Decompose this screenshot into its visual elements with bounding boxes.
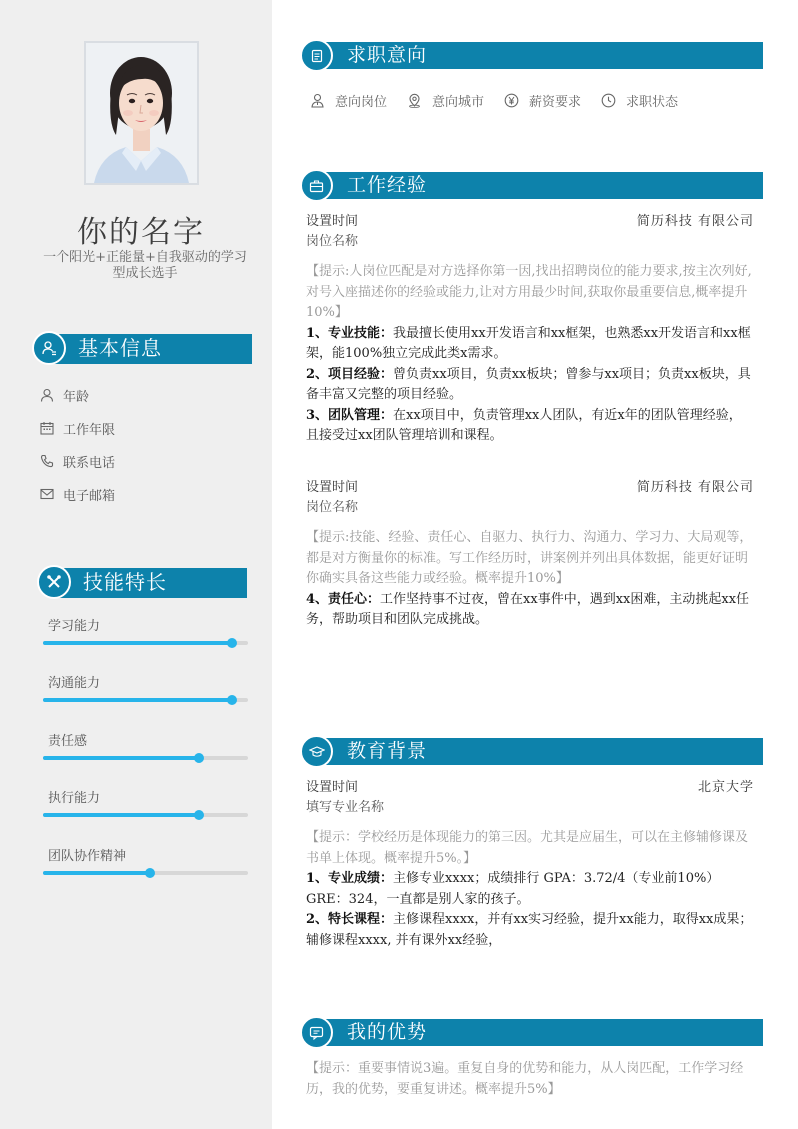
intent-position [310,91,387,110]
intent-label: 薪资要求 [529,94,582,110]
work-point: 4、责任心：工作坚持事不过夜，曾在xx事件中，遇到xx困难，主动挑起xx任务，帮助项目和团队完成挑战。 [306,591,750,627]
skill-label: 执行能力 [48,791,101,806]
skills-title: 技能特长 [83,570,167,594]
job-intent-row [310,90,698,110]
work-header [300,169,763,202]
info-item-phone [40,452,115,470]
briefcase-icon [300,169,333,202]
work-entry [306,478,754,631]
skill-fill [43,641,232,645]
skill-item [43,845,248,885]
intent-label: 求职状态 [626,94,679,110]
education-tip: 【提示：学校经历是体现能力的第三因。尤其是应届生，可以在主修辅修课及书单上体现。概率提升5%。】 [306,830,749,866]
work-position: 岗位名称 [306,234,359,249]
work-time: 设置时间 [306,214,359,229]
phone-icon [40,454,54,468]
calendar-icon [40,421,54,435]
skill-track [43,813,248,817]
advantage-tip: 【提示：重要事情说3遍。重复自身的优势和能力，从人岗匹配，工作学习经历，我的优势，要重复讲述。概率提升5%】 [306,1061,744,1097]
skill-label: 学习能力 [48,619,101,634]
tools-icon [37,565,71,599]
skill-knob [194,810,204,820]
advantage-header [300,1016,763,1049]
skill-item [43,615,248,655]
work-point: 3、团队管理：在xx项目中，负责管理xx人团队，有近x年的团队管理经验，且接受过xx团队管理培训和课程。 [306,407,742,443]
person-icon [40,388,54,402]
skill-track [43,756,248,760]
document-icon [300,39,333,72]
intent-label: 意向城市 [432,94,485,110]
skill-fill [43,871,150,875]
clock-icon [601,93,616,108]
message-icon [300,1016,333,1049]
skill-item [43,787,248,827]
education-school: 北京大学 [697,780,754,795]
intent-label: 意向岗位 [335,94,388,110]
work-title: 工作经验 [347,174,428,196]
intent-status [601,91,678,110]
location-icon [407,93,422,108]
job-intent-header [300,39,763,72]
info-item-email [40,485,115,503]
mail-icon [40,487,54,501]
work-tip: 【提示:人岗位匹配是对方选择你第一因,找出招聘岗位的能力要求,按主次列好,对号入座描述你的经验或能力,让对方用最少时间,获取你最重要信息,概率提升10%】 [306,264,752,320]
basic-info-header [32,331,252,365]
skill-track [43,698,248,702]
info-label: 工作年限 [63,422,116,438]
skill-fill [43,813,199,817]
skill-item [43,672,248,712]
portrait-image [86,43,197,183]
info-label: 联系电话 [63,455,116,471]
advantage-title: 我的优势 [347,1021,428,1043]
profile-photo [84,41,199,185]
work-time: 设置时间 [306,480,359,495]
basic-info-title: 基本信息 [78,336,162,360]
education-title: 教育背景 [347,740,428,762]
work-point: 2、项目经验：曾负责xx项目，负责xx板块；曾参与xx项目；负责xx板块，具备丰富又完整的项目经验。 [306,366,751,402]
skill-track [43,641,248,645]
skill-label: 沟通能力 [48,676,101,691]
skill-knob [145,868,155,878]
skill-label: 责任感 [48,734,88,749]
job-intent-title: 求职意向 [347,44,428,66]
work-point: 1、专业技能：我最擅长使用xx开发语言和xx框架，也熟悉xx开发语言和xx框架，能100%独立完成此类x需求。 [306,325,751,361]
skill-fill [43,698,232,702]
education-time: 设置时间 [306,780,359,795]
candidate-name: 你的名字 [77,215,205,250]
advantage-entry [306,1059,754,1100]
sidebar [0,0,272,1129]
info-label: 年龄 [63,389,90,405]
intent-city [407,91,484,110]
user-card-icon [32,331,66,365]
education-entry [306,778,754,951]
yen-icon [504,93,519,108]
work-company: 简历科技 有限公司 [636,480,754,495]
skill-track [43,871,248,875]
skill-item [43,730,248,770]
skill-fill [43,756,199,760]
work-position: 岗位名称 [306,500,359,515]
position-icon [310,93,325,108]
graduation-cap-icon [300,735,333,768]
skill-knob [194,753,204,763]
education-point: 1、专业成绩：主修专业xxxx；成绩排行 GPA：3.72/4（专业前10%）GRE：324，一直都是别人家的孩子。 [306,871,720,907]
education-header [300,735,763,768]
info-label: 电子邮箱 [63,488,116,504]
intent-salary [504,91,581,110]
info-item-work-years [40,419,115,437]
work-entry [306,212,754,447]
education-point: 2、特长课程：主修课程xxxx，并有xx实习经验，提升xx能力，取得xx成果；辅修课程xxxx, 并有课外xx经验， [306,912,753,948]
skill-knob [227,638,237,648]
skills-header [37,565,247,599]
work-company: 简历科技 有限公司 [636,214,754,229]
candidate-motto: 一个阳光+正能量+自我驱动的学习型成长选手 [43,250,247,281]
work-tip: 【提示:技能、经验、责任心、自驱力、执行力、沟通力、学习力、大局观等，都是对方衡量你的标准。写工作经历时，讲案例并列出具体数据，能更好证明你确实具备这些能力或经验。概率提升10%】 [306,530,753,586]
skill-knob [227,695,237,705]
education-major: 填写专业名称 [306,800,385,815]
skill-label: 团队协作精神 [48,849,127,864]
info-item-age [40,386,89,404]
